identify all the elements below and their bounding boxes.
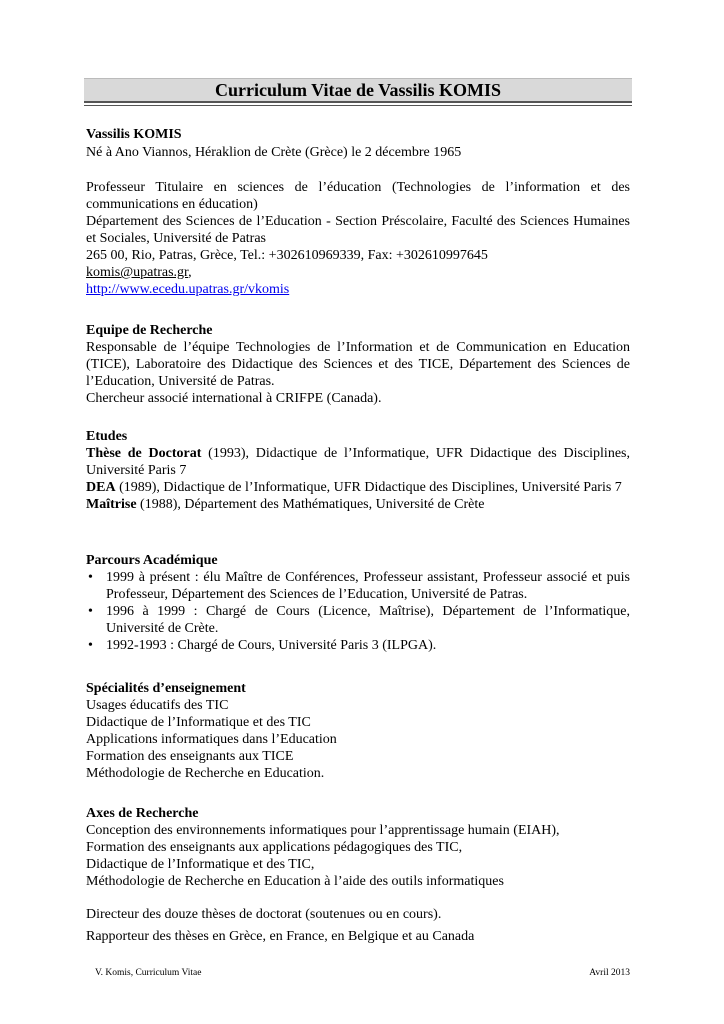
list-item: Formation des enseignants aux applications pédagogiques des TIC,: [86, 840, 463, 855]
list-item: Usages éducatifs des TIC: [86, 698, 229, 713]
parcours-heading: Parcours Académique: [86, 553, 218, 568]
title-underline: [84, 105, 632, 106]
identity-section: [86, 126, 630, 161]
parcours-section: [86, 552, 630, 654]
equipe-text: Responsable de l’équipe Technologies de l’Information et de Communication en Education (TICE), Laboratoire des Didactique des Sciences et des TICE, Département des Sciences de l’Education, Université de Patras.: [86, 340, 630, 389]
position-title: Professeur Titulaire en sciences de l’éducation (Technologies de l’information et des communications en éducation): [86, 180, 630, 212]
page-title: Curriculum Vitae de Vassilis KOMIS: [214, 80, 502, 100]
list-item: Didactique de l’Informatique et des TIC: [86, 715, 311, 730]
list-item: Applications informatiques dans l’Education: [86, 732, 337, 747]
degree-text: (1988), Département des Mathématiques, Université de Crète: [136, 497, 485, 512]
website-link[interactable]: http://www.ecedu.upatras.gr/vkomis: [86, 282, 290, 297]
list-item: Formation des enseignants aux TICE: [86, 749, 294, 764]
footer-left: V. Komis, Curriculum Vitae: [95, 968, 202, 978]
etudes-heading: Etudes: [86, 429, 128, 444]
contact-section: [86, 179, 630, 298]
list-item: Méthodologie de Recherche en Education à l’aide des outils informatiques: [86, 874, 504, 889]
theses-directeur: Directeur des douze thèses de doctorat (soutenues ou en cours).: [86, 907, 442, 922]
list-item: [86, 603, 630, 637]
degree-text: (1993), Didactique de l’Informatique, UFR Didactique des Disciplines, Université Paris 7: [86, 446, 630, 478]
email-line: [86, 264, 630, 281]
etudes-item: [86, 479, 630, 496]
degree-label: Thèse de Doctorat: [86, 446, 202, 461]
title-bar: [84, 78, 632, 103]
degree-label: Maîtrise: [86, 497, 137, 512]
list-item: [86, 569, 630, 603]
list-item: Conception des environnements informatiques pour l’apprentissage humain (EIAH),: [86, 823, 560, 838]
website-line: [86, 281, 630, 298]
etudes-section: [86, 428, 630, 513]
bullet-icon: •: [88, 638, 93, 653]
etudes-item: [86, 445, 630, 479]
specialites-heading: Spécialités d’enseignement: [86, 681, 246, 696]
list-item-text: 1999 à présent : élu Maître de Conférences, Professeur assistant, Professeur associé et puis Professeur, Département des Sciences de l’Education, Université de Patras.: [106, 570, 630, 602]
list-item: Méthodologie de Recherche en Education.: [86, 766, 325, 781]
theses-section: [86, 906, 630, 945]
department: Département des Sciences de l’Education - Section Préscolaire, Faculté des Sciences Humaines et Sociales, Université de Patras: [86, 214, 630, 246]
list-item-text: 1996 à 1999 : Chargé de Cours (Licence, Maîtrise), Département de l’Informatique, Université de Crète.: [106, 604, 630, 636]
bullet-icon: •: [88, 604, 93, 619]
equipe-section: [86, 322, 630, 407]
bullet-icon: •: [88, 570, 93, 585]
parcours-list: [86, 569, 630, 654]
list-item: Didactique de l’Informatique et des TIC,: [86, 857, 315, 872]
etudes-item: [86, 496, 630, 513]
address: 265 00, Rio, Patras, Grèce, Tel.: +302610969339, Fax: +302610997645: [86, 248, 488, 263]
equipe-associate: Chercheur associé international à CRIFPE (Canada).: [86, 391, 382, 406]
email-suffix: ,: [188, 265, 192, 280]
email-link[interactable]: komis@upatras.gr: [86, 265, 189, 280]
person-name: Vassilis KOMIS: [86, 127, 182, 142]
axes-heading: Axes de Recherche: [86, 806, 199, 821]
degree-label: DEA: [86, 480, 116, 495]
axes-section: [86, 805, 630, 890]
degree-text: (1989), Didactique de l’Informatique, UFR Didactique des Disciplines, Université Paris 7: [115, 480, 622, 495]
birth-info: Né à Ano Viannos, Héraklion de Crète (Grèce) le 2 décembre 1965: [86, 145, 462, 160]
footer-right: Avril 2013: [589, 968, 630, 978]
list-item-text: 1992-1993 : Chargé de Cours, Université Paris 3 (ILPGA).: [106, 638, 437, 653]
specialites-section: [86, 680, 630, 782]
theses-rapporteur: Rapporteur des thèses en Grèce, en France, en Belgique et au Canada: [86, 929, 475, 944]
equipe-heading: Equipe de Recherche: [86, 323, 213, 338]
list-item: [86, 637, 630, 654]
